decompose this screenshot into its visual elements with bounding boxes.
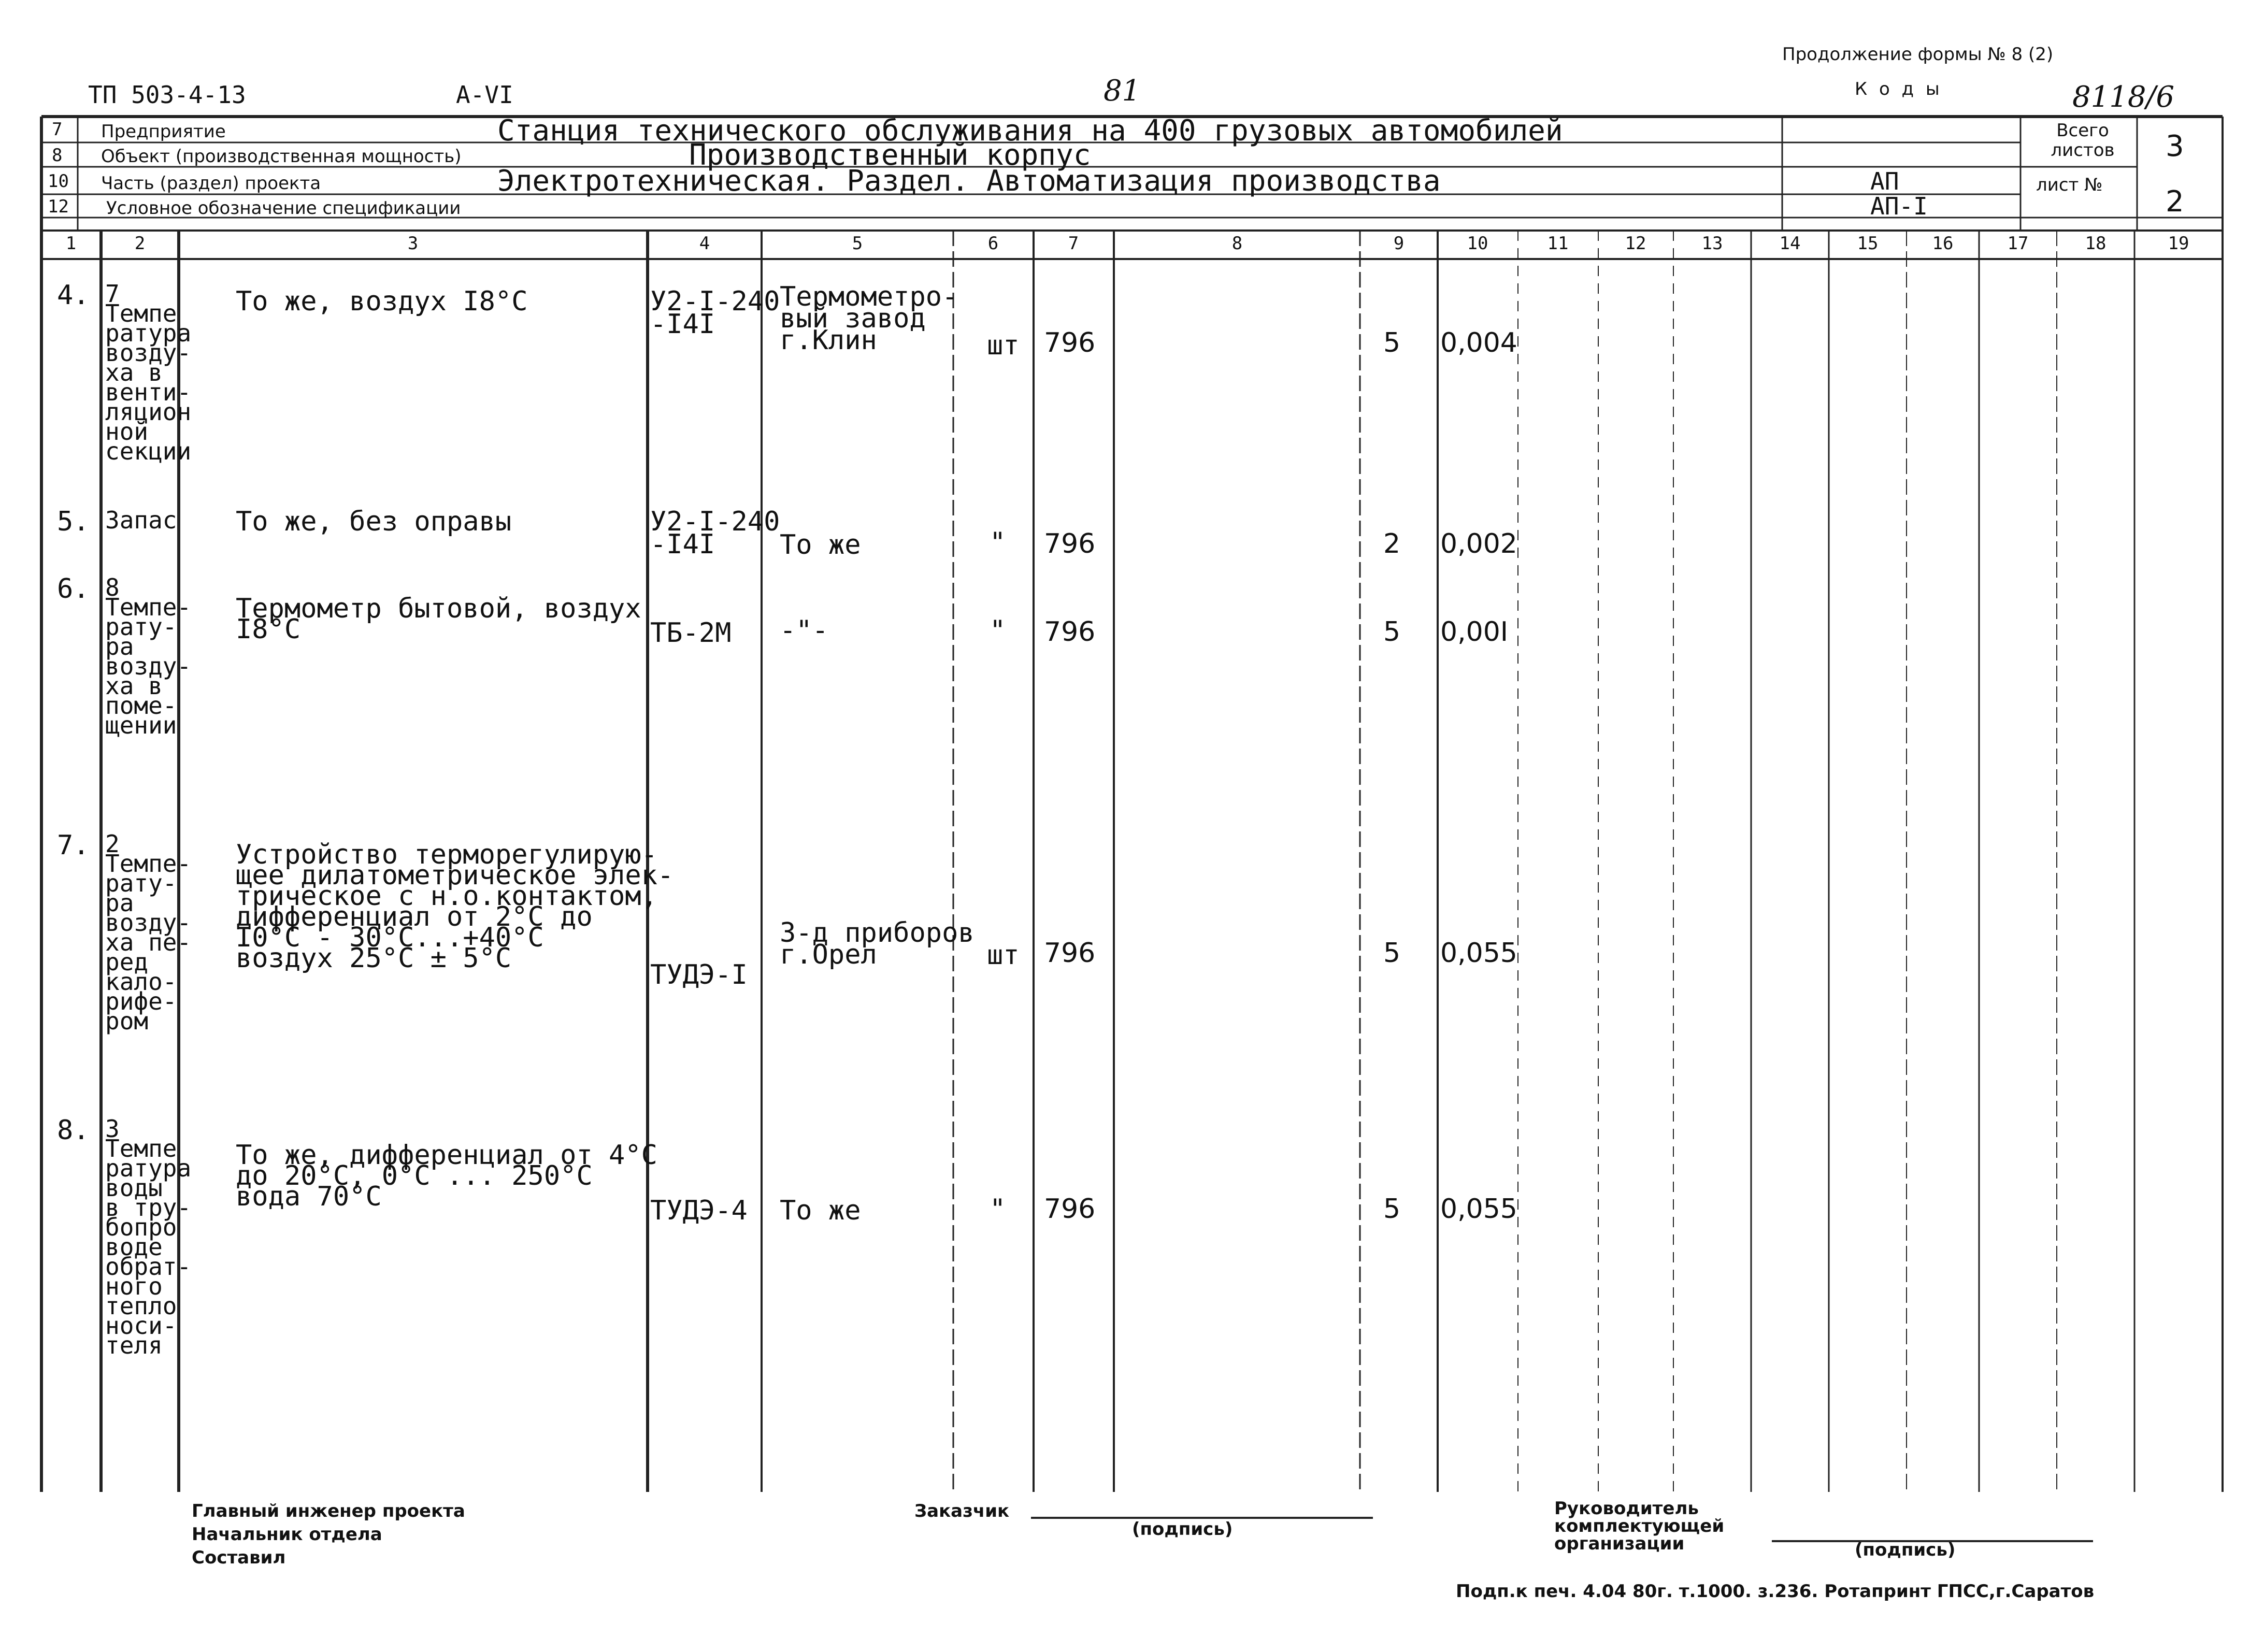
column-number: 8 [1231, 233, 1243, 254]
column-number: 18 [2085, 233, 2107, 254]
column-number: 16 [1932, 233, 1954, 254]
unit-cell: шт [987, 330, 1020, 361]
header-value-part: Электротехническая. Раздел. Автоматизация производства [497, 164, 1441, 198]
quantity-cell: 5 [1383, 938, 1401, 969]
column-number: 1 [65, 233, 77, 254]
column-number: 9 [1393, 233, 1405, 254]
role-chief-engineer: Главный инженер проекта [192, 1501, 465, 1521]
role-department-head: Начальник отдела [192, 1524, 382, 1545]
page-number: 81 [1104, 74, 1141, 108]
name-cell: То же, без оправы [236, 506, 512, 537]
position-cell: 7 Темпе ратура возду- ха в венти- ляцион ной секции [105, 280, 192, 465]
unit-code-cell: 796 [1044, 528, 1096, 559]
name-cell: Устройство терморегулирую- щее дилатометрическое элек- трическое с н.о.контактом, дифференциал от 2°С до I0°С - 30°С...+40°С воздух 25°С ± 5°С [236, 839, 674, 974]
maker-cell: -"- [780, 615, 828, 646]
mass-cell: 0,002 [1440, 528, 1517, 559]
name-cell: То же, дифференциал от 4°С до 20°С, 0°С ... 250°С вода 70°С [236, 1140, 657, 1212]
column-number: 2 [134, 233, 146, 254]
maker-cell: Термометро- вый завод г.Клин [780, 281, 958, 356]
row-number: 8. [57, 1115, 90, 1146]
column-number: 12 [1625, 233, 1646, 254]
header-row-num: 8 [52, 145, 63, 166]
archive-number: 8118/6 [2072, 80, 2175, 114]
unit-cell: " [990, 527, 1006, 558]
album-number: А-VI [456, 81, 513, 109]
doc-reference: ТП 503-4-13 [88, 81, 246, 109]
quantity-cell: 2 [1383, 528, 1401, 559]
type-cell: У2-I-240 -I4I [650, 506, 780, 560]
unit-code-cell: 796 [1044, 327, 1096, 358]
maker-cell: З-д приборов г.Орел [780, 917, 975, 970]
sheet-value: 2 [2166, 185, 2184, 219]
column-number: 19 [2168, 233, 2189, 254]
unit-cell: " [990, 1194, 1006, 1225]
type-cell: ТУДЭ-4 [650, 1195, 748, 1226]
header-label-part: Часть (раздел) проекта [101, 173, 321, 194]
customer-signature-caption: (подпись) [1132, 1519, 1233, 1540]
type-cell: ТБ-2М [650, 617, 732, 649]
type-cell: ТУДЭ-I [650, 959, 748, 990]
header-label-designation: Условное обозначение спецификации [106, 198, 461, 219]
unit-cell: " [990, 615, 1006, 646]
row-number: 4. [57, 280, 90, 311]
header-value-object: Производственный корпус [689, 138, 1091, 172]
organization-head-label: Руководитель комплектующей организации [1554, 1498, 1725, 1554]
header-row-num: 12 [48, 196, 69, 217]
header-row-num: 7 [52, 119, 63, 140]
row-number: 6. [57, 573, 90, 605]
unit-code-cell: 796 [1044, 1194, 1096, 1225]
column-number: 7 [1068, 233, 1079, 254]
column-number: 13 [1701, 233, 1723, 254]
unit-code-cell: 796 [1044, 938, 1096, 969]
quantity-cell: 5 [1383, 1194, 1401, 1225]
type-cell: У2-I-240 -I4I [650, 286, 780, 340]
header-value-enterprise: Станция технического обслуживания на 400 грузовых автомобилей [497, 114, 1563, 148]
column-number: 3 [407, 233, 419, 254]
column-number: 14 [1779, 233, 1801, 254]
mass-cell: 0,004 [1440, 327, 1517, 358]
maker-cell: То же [780, 529, 861, 561]
header-label-object: Объект (производственная мощность) [101, 146, 462, 167]
column-number: 11 [1547, 233, 1569, 254]
name-cell: Термометр бытовой, воздух I8°С [236, 593, 641, 645]
header-code-designation: АП-I [1870, 192, 1928, 220]
codes-label: К о д ы [1855, 79, 1943, 99]
column-number: 6 [987, 233, 999, 254]
mass-cell: 0,055 [1440, 938, 1517, 969]
sheet-label: лист № [2036, 175, 2103, 195]
customer-label: Заказчик [914, 1501, 1010, 1521]
organization-signature-caption: (подпись) [1855, 1540, 1956, 1560]
mass-cell: 0,055 [1440, 1194, 1517, 1225]
unit-code-cell: 796 [1044, 616, 1096, 648]
maker-cell: То же [780, 1195, 861, 1226]
total-sheets-label: Всего листов [2051, 120, 2115, 161]
total-sheets-value: 3 [2166, 130, 2184, 163]
position-cell: 8 Темпе- рату- ра возду- ха в поме- щении [105, 573, 192, 739]
column-number: 5 [852, 233, 863, 254]
print-info: Подп.к печ. 4.04 80г. т.1000. з.236. Ротапринт ГПСС,г.Саратов [1456, 1581, 2095, 1602]
role-compiled-by: Составил [192, 1547, 286, 1568]
position-cell: 2 Темпе- рату- ра возду- ха пе- ред кало- рифе- ром [105, 830, 192, 1035]
quantity-cell: 5 [1383, 327, 1401, 358]
column-number: 17 [2007, 233, 2029, 254]
row-number: 5. [57, 506, 90, 537]
position-cell: 3 Темпе ратура воды в тру- бопро воде обрат- ного тепло носи- теля [105, 1115, 192, 1359]
header-label-enterprise: Предприятие [101, 121, 226, 142]
mass-cell: 0,00I [1440, 616, 1509, 648]
row-number: 7. [57, 830, 90, 861]
continuation-note: Продолжение формы № 8 (2) [1782, 44, 2054, 65]
header-row-num: 10 [48, 171, 69, 192]
unit-cell: шт [987, 940, 1020, 971]
quantity-cell: 5 [1383, 616, 1401, 648]
position-cell: Запас [105, 506, 177, 534]
column-number: 10 [1467, 233, 1488, 254]
name-cell: То же, воздух I8°С [236, 286, 528, 317]
column-number: 15 [1857, 233, 1879, 254]
header-code-part: АП [1870, 167, 1899, 195]
column-number: 4 [699, 233, 710, 254]
